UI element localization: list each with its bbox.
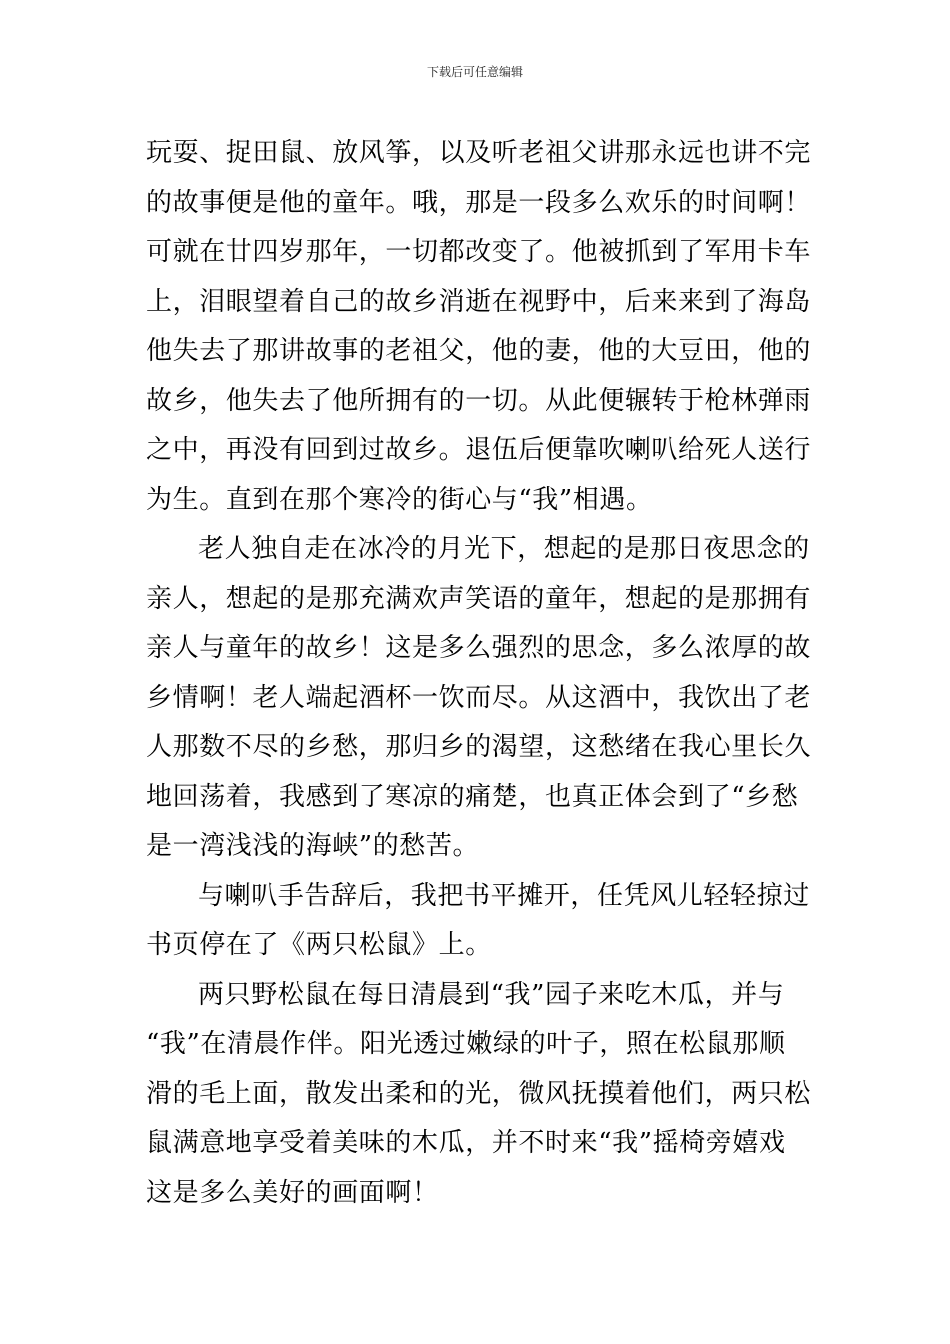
- text-line: 为生。直到在那个寒冷的街心与“我”相遇。: [146, 484, 653, 515]
- text-line: 他失去了那讲故事的老祖父，他的妻，他的大豆田，他的: [146, 336, 812, 366]
- text-line: 之中，再没有回到过故乡。退伍后便靠吹喇叭给死人送行: [146, 435, 812, 465]
- text-line: “我”在清晨作伴。阳光透过嫩绿的叶子，照在松鼠那顺: [146, 1029, 786, 1059]
- text-line: 老人独自走在冰冷的月光下，想起的是那日夜思念的: [198, 534, 810, 564]
- text-line: 是一湾浅浅的海峡”的愁苦。: [146, 831, 480, 861]
- text-line: 可就在廿四岁那年，一切都改变了。他被抓到了军用卡车: [146, 237, 812, 267]
- text-line: 亲人，想起的是那充满欢声笑语的童年，想起的是那拥有: [146, 583, 812, 614]
- document-body: [146, 129, 826, 1218]
- text-line: 玩耍、捉田鼠、放风筝，以及听老祖父讲那永远也讲不完: [146, 138, 812, 168]
- text-line: 上，泪眼望着自己的故乡消逝在视野中，后来来到了海岛: [146, 286, 812, 317]
- text-line: 与喇叭手告辞后，我把书平摊开，任凭风儿轻轻掠过: [198, 880, 810, 911]
- text-line: 故乡，他失去了他所拥有的一切。从此便辗转于枪林弹雨: [146, 385, 812, 416]
- text-line: 两只野松鼠在每日清晨到“我”园子来吃木瓜，并与: [198, 979, 785, 1010]
- text-line: 的故事便是他的童年。哦，那是一段多么欢乐的时间啊！: [146, 187, 812, 218]
- text-line: 人那数不尽的乡愁，那归乡的渴望，这愁绪在我心里长久: [146, 732, 812, 762]
- text-line: 地回荡着，我感到了寒凉的痛楚，也真正体会到了“乡愁: [146, 781, 799, 812]
- text-line: 滑的毛上面，散发出柔和的光，微风抚摸着他们，两只松: [146, 1078, 812, 1109]
- text-line: 乡情啊！老人端起酒杯一饮而尽。从这酒中，我饮出了老: [146, 682, 812, 713]
- text-line: 书页停在了《两只松鼠》上。: [146, 930, 492, 960]
- text-line: 鼠满意地享受着美味的木瓜，并不时来“我”摇椅旁嬉戏: [146, 1128, 786, 1158]
- text-line: 亲人与童年的故乡！这是多么强烈的思念，多么浓厚的故: [146, 633, 812, 663]
- page-header-note: 下载后可任意编辑: [426, 65, 523, 79]
- text-line: 这是多么美好的画面啊！: [146, 1177, 439, 1208]
